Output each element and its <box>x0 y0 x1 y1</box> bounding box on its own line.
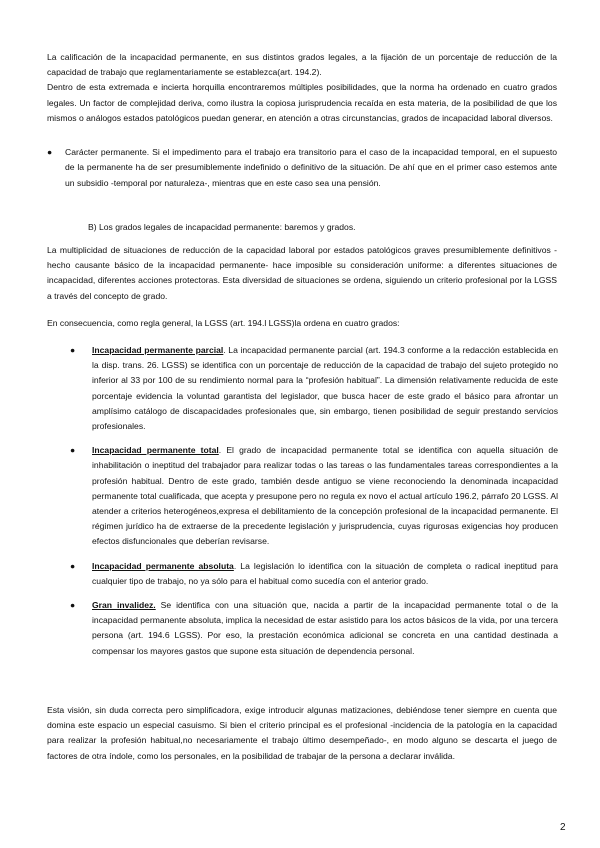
section-subheading: B) Los grados legales de incapacidad permanente: baremos y grados. <box>88 222 356 232</box>
bullet-dot-icon: ● <box>70 345 76 355</box>
list-item-total <box>70 443 558 549</box>
bullet-dot-icon: ● <box>70 600 76 611</box>
intro-paragraph <box>47 50 557 126</box>
paragraph-vision: Esta visión, sin duda correcta pero simplificadora, exige introducir algunas matizaciones, debiéndose tener siempre en cuenta que domina este espacio un especial casuismo. Si bien el criterio principal es el profesional -incidencia de la patología en la capacidad para realizar la profesión habitual,no necesariamente el trabajo último desempeñado-, en modo alguno se descarta el juego de factores de otra índole, como los personales, en la posibilidad de trabajar de la persona a declarar inválida. <box>47 705 557 761</box>
intro-line-horquilla: Dentro de esta extremada e incierta horquilla encontraremos múltiples posibilidades, que la norma ha ordenado en cuatro grados legales. Un factor de complejidad deriva, como ilustra la copiosa jurisprudencia recaída en esta materia, de la posibilidad de que los mismos o análogos estados patológicos puedan generar, en atención a otras circunstancias, grados de incapacidad laboral diversos. <box>47 82 557 123</box>
grado-title-gran-invalidez: Gran invalidez. <box>92 600 156 611</box>
bullet-dot-icon: ● <box>47 147 53 157</box>
grado-text-gran-invalidez: Se identifica con una situación que, nacida a partir de la incapacidad permanente total o de la incapacidad permanente absoluta, implica la necesidad de estar asistido para los actos básicos de la vida, por una tercera persona (art. 194.6 LGSS). Por eso, la prestación económica adicional se concreta en una cantidad destinada a compensar los mayores gastos que supone esta situación de dependencia personal. <box>92 600 558 656</box>
list-item-parcial <box>70 343 558 434</box>
list-item-absoluta <box>70 559 558 589</box>
page-number: 2 <box>560 822 566 833</box>
grado-title-total: Incapacidad permanente total <box>92 445 219 456</box>
grado-text-total: . El grado de incapacidad permanente total se identifica con aquella situación de inhabilitación o ineptitud del trabajador para realizar todas o las tareas o las fundamentales tareas correspondientes a la profesión habitual. Dentro de este grado, también desde antiguo se viene reconociendo la denominada incapacidad permanente total cualificada, que acepta y presupone pero no regula ex novo el actual artículo 196.2, párrafo 20 LGSS. Al atender a criterios heterogéneos,expresa el debilitamiento de la concepción profesional de la incapacidad permanente. El régimen jurídico ha de extraerse de la precedente legislación y jurisprudencia, cuyas rigurosas exigencias hoy producen efectos disfuncionales que deberían revisarse. <box>92 445 558 547</box>
bullet-dot-icon: ● <box>70 560 76 571</box>
grado-text-absoluta: . La legislación lo identifica con la situación de completa o radical ineptitud para cualquier tipo de trabajo, no ya sólo para el habitual como sucedía con el anterior grado. <box>92 560 558 586</box>
list-item-gran-invalidez <box>70 598 558 659</box>
grado-text-parcial: . La incapacidad permanente parcial (art. 194.3 conforme a la redacción establecida en la disp. trans. 26. LGSS) se identifica con un porcentaje de reducción de la capacidad de trabajo del sujeto protegido no inferior al 33 por 100 de su rendimiento normal para la “profesión habitual”. La dimensión relativamente reducida de este porcentaje evidencia la voluntad garantista del legislador, que busca hacer de este grado el básico para afrontar un amplísimo catálogo de discapacidades profesionales que, sin embargo, tienen posibilidad de seguir prestando servicios profesionales. <box>92 345 558 432</box>
bullet-caracter-permanente <box>47 145 557 191</box>
bullet-dot-icon: ● <box>70 445 76 456</box>
paragraph-multiplicidad: La multiplicidad de situaciones de reducción de la capacidad laboral por estados patológicos graves presumiblemente definitivos -hecho causante básico de la incapacidad permanente- hace imposible su consideración uniforme: a diferentes situaciones de incapacidad, diferentes acciones protectoras. Esta diversidad de situaciones se ordena, siguiendo un criterio profesional por la LGSS a través del concepto de grado. <box>47 245 557 301</box>
grado-title-parcial: Incapacidad permanente parcial <box>92 345 224 355</box>
intro-line-calificacion: La calificación de la incapacidad permanente, en sus distintos grados legales, a la fijación de un porcentaje de reducción de la capacidad de trabajo que reglamentariamente se establezca(art. 194.2). <box>47 52 557 78</box>
paragraph-consecuencia: En consecuencia, como regla general, la LGSS (art. 194.l LGSS)la ordena en cuatro grados: <box>47 318 400 328</box>
bullet-caracter-text: Carácter permanente. Si el impedimento para el trabajo era transitorio para el caso de la incapacidad temporal, en el supuesto de la permanente ha de ser presumiblemente indefinido o definitivo de la situación. De ahí que en el primer caso estemos ante un subsidio -temporal por naturaleza-, mientras que en este caso sea una pensión. <box>65 147 557 188</box>
grado-title-absoluta: Incapacidad permanente absoluta <box>92 560 234 571</box>
grados-list <box>70 343 558 668</box>
